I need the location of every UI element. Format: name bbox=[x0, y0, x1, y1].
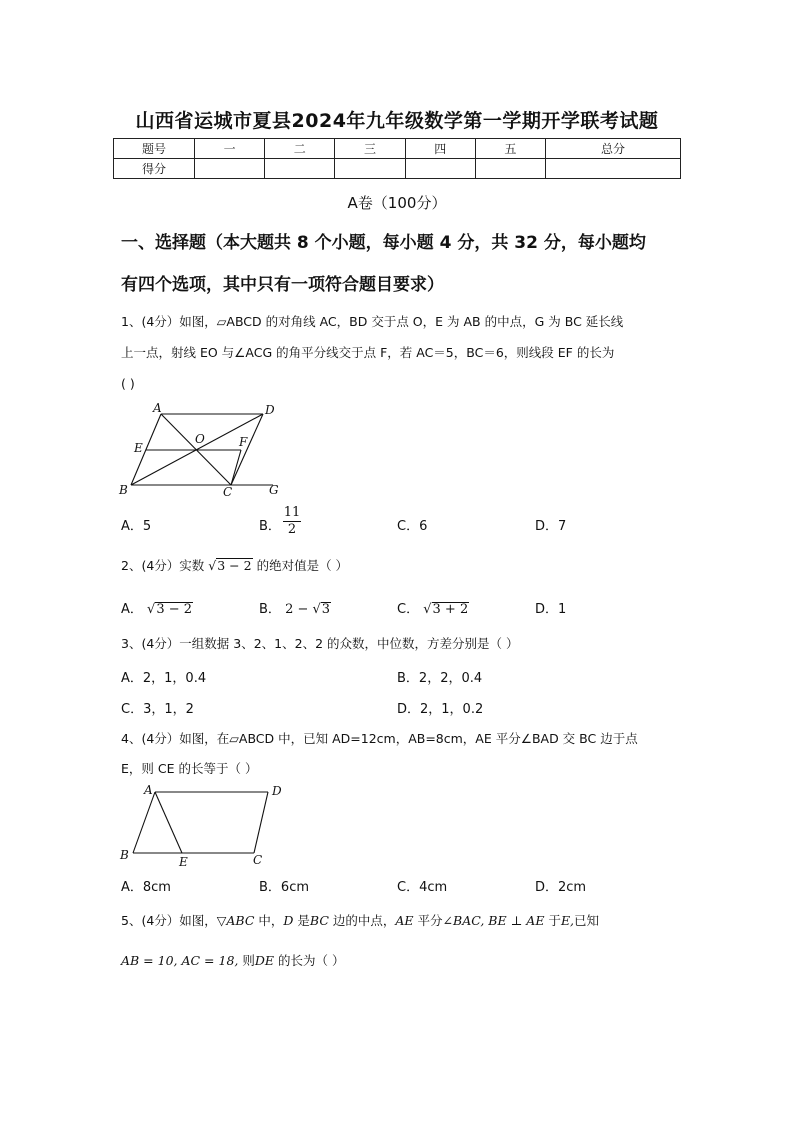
text: 是 bbox=[293, 913, 310, 928]
question-2-option-c bbox=[397, 598, 469, 617]
angle-expression: ∠BAC, BE ⊥ AE bbox=[442, 913, 545, 928]
segment-ae: AE bbox=[395, 913, 414, 928]
text: 边的中点， bbox=[328, 913, 396, 928]
label-b: B bbox=[120, 848, 129, 862]
point-e: E, bbox=[560, 913, 575, 928]
score-cell: 题号 bbox=[114, 139, 195, 159]
question-3-option-d: D．2，1，0.2 bbox=[397, 702, 484, 717]
sqrt-radicand: 3 − 2 bbox=[217, 558, 252, 573]
segment-ab bbox=[133, 792, 155, 853]
sqrt-radicand: 3 − 2 bbox=[156, 602, 193, 617]
label-g: G bbox=[269, 483, 279, 497]
sqrt-expression: √3 − 2 bbox=[208, 558, 252, 573]
text: 则 bbox=[238, 953, 255, 968]
segment-ae bbox=[155, 792, 182, 853]
label-a: A bbox=[144, 783, 153, 797]
question-1-option-b bbox=[259, 515, 281, 534]
label-e: E bbox=[134, 441, 143, 455]
score-cell: 总分 bbox=[546, 139, 681, 159]
given-lengths: AB = 10, AC = 18, bbox=[121, 953, 239, 968]
label-c: C bbox=[223, 485, 233, 499]
question-1-option-a: A．5 bbox=[121, 519, 152, 534]
expr-prefix: 2 − bbox=[285, 602, 309, 617]
score-table-score-row bbox=[114, 159, 681, 179]
fraction-numerator: 11 bbox=[283, 505, 301, 520]
sqrt-expression: √3 bbox=[312, 602, 331, 617]
question-3-option-c: C．3，1，2 bbox=[121, 702, 194, 717]
score-cell-empty bbox=[405, 159, 475, 179]
part-heading-line1: 一、选择题（本大题共 8 个小题，每小题 4 分，共 32 分，每小题均 bbox=[121, 233, 646, 253]
question-1-line1: 1、(4分）如图，▱ABCD 的对角线 AC，BD 交于点 O，E 为 AB 的中点，G 为 BC 延长线 bbox=[121, 314, 624, 329]
score-cell-empty bbox=[546, 159, 681, 179]
part-heading-line2: 有四个选项，其中只有一项符合题目要求） bbox=[121, 275, 444, 295]
score-cell: 一 bbox=[195, 139, 265, 159]
score-cell-empty bbox=[265, 159, 335, 179]
option-prefix: A． bbox=[121, 602, 143, 617]
triangle-abc: ▽ABC bbox=[216, 913, 255, 928]
question-4-line1: 4、(4分）如图，在▱ABCD 中，已知 AD=12cm，AB=8cm，AE 平分∠BAD 交 BC 边于点 bbox=[121, 731, 638, 746]
score-cell: 得分 bbox=[114, 159, 195, 179]
question-4-option-b: B．6cm bbox=[259, 880, 310, 895]
score-cell: 三 bbox=[335, 139, 405, 159]
section-title: A卷（100分） bbox=[347, 194, 447, 212]
question-5-prefix: 5、(4分）如图， bbox=[121, 913, 217, 928]
question-4-figure bbox=[115, 782, 295, 872]
score-table-header-row bbox=[114, 139, 681, 159]
label-o: O bbox=[195, 432, 205, 446]
label-f: F bbox=[239, 435, 248, 449]
sqrt-radicand: 3 bbox=[321, 602, 331, 617]
question-3-option-a: A．2，1，0.4 bbox=[121, 671, 207, 686]
exam-title: 山西省运城市夏县2024年九年级数学第一学期开学联考试题 bbox=[135, 110, 659, 132]
option-prefix: B． bbox=[259, 602, 281, 617]
text: 于 bbox=[544, 913, 561, 928]
sqrt-expression: √3 + 2 bbox=[423, 602, 469, 617]
question-4-line2: E，则 CE 的长等于（ ） bbox=[121, 761, 258, 776]
question-1-line3: ( ) bbox=[121, 376, 135, 391]
text: 已知 bbox=[574, 913, 600, 928]
question-3-option-b: B．2，2，0.4 bbox=[397, 671, 483, 686]
question-4-option-a: A．8cm bbox=[121, 880, 171, 895]
label-d: D bbox=[265, 403, 275, 417]
fraction-11-2 bbox=[283, 505, 301, 538]
score-table bbox=[113, 138, 681, 179]
segment-dc bbox=[254, 792, 268, 853]
question-1-option-d: D．7 bbox=[535, 519, 567, 534]
question-1-option-c: C．6 bbox=[397, 519, 428, 534]
question-1-figure bbox=[115, 400, 290, 500]
score-cell-empty bbox=[335, 159, 405, 179]
label-a: A bbox=[153, 401, 162, 415]
question-5-line1 bbox=[121, 905, 681, 936]
label-b: B bbox=[119, 483, 128, 497]
question-5-line2 bbox=[121, 945, 681, 976]
text: 中， bbox=[254, 913, 284, 928]
option-prefix: B． bbox=[259, 519, 281, 534]
score-cell-empty bbox=[195, 159, 265, 179]
score-cell: 五 bbox=[475, 139, 545, 159]
option-prefix: C． bbox=[397, 602, 420, 617]
segment-bc: BC bbox=[309, 913, 329, 928]
score-cell-empty bbox=[475, 159, 545, 179]
question-1-line2: 上一点，射线 EO 与∠ACG 的角平分线交于点 F，若 AC＝5，BC＝6，则线段 EF 的长为 bbox=[121, 345, 615, 360]
question-2-stem bbox=[121, 550, 681, 581]
question-2-suffix: 的绝对值是（ ） bbox=[256, 558, 349, 573]
label-c: C bbox=[253, 853, 263, 867]
question-2-option-a bbox=[121, 598, 193, 617]
label-d: D bbox=[272, 784, 282, 798]
question-2-option-b bbox=[259, 598, 331, 617]
label-e: E bbox=[179, 855, 188, 869]
sqrt-radicand: 3 + 2 bbox=[432, 602, 469, 617]
question-4-option-d: D．2cm bbox=[535, 880, 587, 895]
fraction-denominator: 2 bbox=[287, 522, 297, 537]
question-2-prefix: 2、(4分）实数 bbox=[121, 558, 205, 573]
question-3-stem: 3、(4分）一组数据 3、2、1、2、2 的众数，中位数，方差分别是（ ） bbox=[121, 636, 519, 651]
point-d: D bbox=[283, 913, 294, 928]
score-cell: 四 bbox=[405, 139, 475, 159]
question-4-option-c: C．4cm bbox=[397, 880, 448, 895]
segment-cf bbox=[231, 450, 241, 485]
text: 的长为（ ） bbox=[274, 953, 345, 968]
question-2-option-d: D．1 bbox=[535, 602, 567, 617]
score-cell: 二 bbox=[265, 139, 335, 159]
sqrt-expression: √3 − 2 bbox=[147, 602, 193, 617]
segment-de: DE bbox=[254, 953, 275, 968]
text: 平分 bbox=[413, 913, 443, 928]
